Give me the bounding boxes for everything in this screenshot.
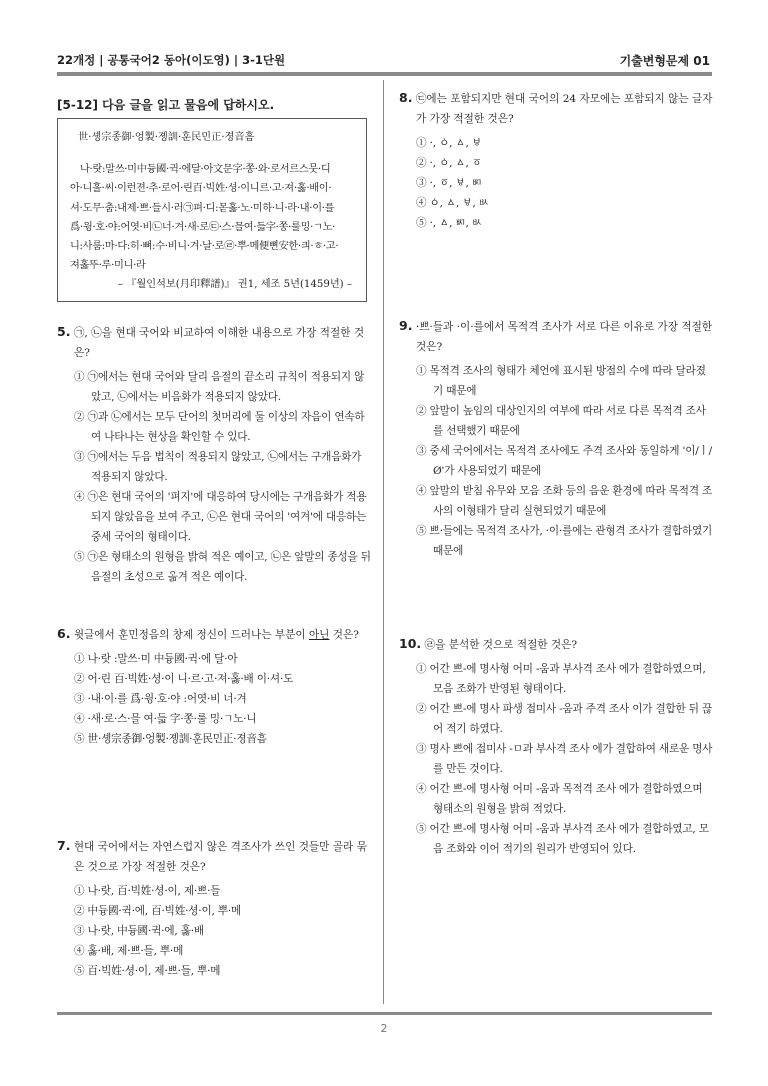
answer-choice[interactable]: ② 中듕國·귁·에, 百·빅姓·셩·이, 뿌·메	[74, 905, 242, 917]
question-stem	[57, 624, 371, 645]
passage-line: 니:사룸:마·다:히·뼈:수·비니·겨·날·로㉣·뿌·메便뼌安한·킈·ㅎ·고·	[70, 241, 339, 253]
question-stem	[57, 322, 371, 363]
question-stem	[399, 634, 713, 655]
answer-choice[interactable]: ⑤ ㉠은 형태소의 원형을 밝혀 적은 예이고, ㉡은 앞말의 종성을 뒤 음절의 초성으로 옮겨 적은 예이다.	[74, 551, 371, 583]
answer-choice[interactable]: ③ ·내·이·를 爲·윙·호·야 :어엿·비 너·겨	[74, 693, 247, 705]
question-stem	[399, 316, 713, 357]
answer-choice[interactable]: ③ 나·랏, 中듕國·귁·에, 홇·배	[74, 925, 204, 937]
answer-choice[interactable]: ⑤ 어간 쁘-에 명사형 어미 -움과 부사격 조사 에가 결합하였고, 모음 조화와 이어 적기의 원리가 반영되어 있다.	[416, 823, 709, 855]
question-number: 6.	[57, 626, 71, 641]
top-rule	[57, 72, 712, 76]
passage-line: 나·랏:말쓰·미中듕國·귁·에달·아文문字·쫑·와·로서르스뭇·디	[80, 164, 331, 176]
question-7	[57, 836, 371, 981]
header-course-info: 22개정 | 공통국어2 동아(이도영) | 3-1단원	[57, 53, 286, 67]
answer-choice[interactable]: ③ ·, ㆆ, ㅸ, ㅴ	[416, 177, 482, 189]
answer-choice[interactable]: ⑤ 百·빅姓·셩·이, 제·쁘·들, 뿌·메	[74, 965, 221, 977]
question-text-pre: 윗글에서 훈민정음의 창제 정신이 드러나는 부분이	[73, 629, 309, 641]
instruction: [5-12] 다음 글을 읽고 물음에 답하시오.	[57, 98, 275, 112]
question-number: 10.	[399, 636, 422, 651]
answer-choice[interactable]: ④ 앞말의 받침 유무와 모음 조화 등의 음운 환경에 따라 목적격 조사의 이형태가 달리 실현되었기 때문에	[416, 485, 713, 517]
question-stem	[57, 836, 371, 877]
passage-source: – 『월인석보(月印釋譜)』 권1, 세조 5년(1459년) –	[117, 279, 352, 291]
question-text: ㉢에는 포함되지만 현대 국어의 24 자모에는 포함되지 않는 글자가 가장 적절한 것은?	[415, 93, 713, 125]
bottom-rule	[57, 1012, 712, 1015]
question-text-emphasis: 아닌	[308, 629, 330, 641]
question-text-post: 것은?	[329, 629, 359, 641]
answer-choice[interactable]: ① 나·랏 :말쓰·미 中듕國·귁·에 달·아	[74, 653, 238, 665]
passage-line: 셔·도무·춤:내제·쁘·들시·러㉠펴·디:몯홇·노·미하·니·라·내·이·를	[70, 202, 335, 214]
answer-choice[interactable]: ② 어간 쁘-에 명사 파생 접미사 -움과 주격 조사 이가 결합한 뒤 끊어 적기 하였다.	[416, 703, 712, 735]
passage-line: 아·니훌·씨·이런젼·추·로어·린百·빅姓·셩·이니르·고·져·홇·배이·	[70, 183, 332, 195]
answer-choice[interactable]: ② 앞말이 높임의 대상인지의 여부에 따라 서로 다른 목적격 조사를 선택했기 때문에	[416, 405, 706, 437]
question-text: ㉣을 분석한 것으로 적절한 것은?	[424, 639, 578, 651]
passage-line: 爲·윙·호·야:어엿·비㉡너·겨·새·로㉢·스·믈여·듧字·쫑·룰밍·ㄱ노·	[70, 221, 336, 233]
answer-choice[interactable]: ④ 어간 쁘-에 명사형 어미 -움과 목적격 조사 에가 결합하였으며 형태소의 원형을 밝혀 적었다.	[416, 783, 703, 815]
answer-choice[interactable]: ⑤ 世·솅宗종御·엉製·졩訓·훈民민正·졍音흠	[74, 733, 267, 745]
page-number: 2	[380, 1022, 388, 1035]
answer-choice[interactable]: ④ 홇·배, 제·쁘·들, 뿌·메	[74, 945, 184, 957]
answer-choice[interactable]: ④ ㉠은 현대 국어의 '펴지'에 대응하여 당시에는 구개음화가 적용되지 않았음을 보여 주고, ㉡은 현대 국어의 '여겨'에 대응하는 중세 국어의 형태이다.	[74, 491, 367, 543]
question-10	[399, 634, 713, 859]
question-number: 7.	[57, 838, 71, 853]
question-text: ㉠, ㉡을 현대 국어와 비교하여 이해한 내용으로 가장 적절한 것은?	[73, 327, 365, 359]
question-5	[57, 322, 371, 587]
answer-choice[interactable]: ① ·, ㆁ, ㅿ, ㅸ	[416, 137, 482, 149]
answer-choice[interactable]: ② 어·린 百·빅姓·셩·이 니·르·고·져·홇·배 이·셔·도	[74, 673, 294, 685]
question-text: ·쁘·들과 ·이·를에서 목적격 조사가 서로 다른 이유로 가장 적절한 것은?	[415, 321, 713, 353]
question-stem	[399, 88, 713, 129]
passage-title: 世·솅宗종御·엉製·졩訓·훈民민正·졍音흠	[78, 132, 255, 143]
answer-choice[interactable]: ⑤ ·, ㅿ, ㅴ, ㅄ	[416, 217, 482, 229]
answer-choice[interactable]: ① ㉠에서는 현대 국어와 달리 음절의 끝소리 규칙이 적용되지 않았고, ㉡에서는 비음화가 적용되지 않았다.	[74, 371, 365, 403]
question-8	[399, 88, 713, 233]
header-worksheet-title: 기출변형문제 01	[619, 54, 710, 68]
passage-box	[57, 118, 367, 302]
answer-choice[interactable]: ① 나·랏, 百·빅姓·셩·이, 제·쁘·들	[74, 885, 221, 897]
answer-choice[interactable]: ③ 중세 국어에서는 목적격 조사에도 주격 조사와 동일하게 '이/ㅣ/Ø'가 사용되었기 때문에	[416, 445, 713, 477]
answer-choice[interactable]: ② ㉠과 ㉡에서는 모두 단어의 첫머리에 둘 이상의 자음이 연속하여 나타나는 현상을 확인할 수 있다.	[74, 411, 365, 443]
answer-choice[interactable]: ② ·, ㆁ, ㅿ, ㆆ	[416, 157, 482, 169]
question-9	[399, 316, 713, 561]
answer-choice[interactable]: ④ ㆁ, ㅿ, ㅸ, ㅄ	[416, 197, 489, 209]
question-6	[57, 624, 371, 749]
question-number: 9.	[399, 318, 413, 333]
column-divider	[383, 80, 384, 1004]
answer-choice[interactable]: ③ ㉠에서는 두음 법칙이 적용되지 않았고, ㉡에서는 구개음화가 적용되지 않았다.	[74, 451, 362, 483]
answer-choice[interactable]: ④ ·새·로·스·믈 여·듧 字·쫑·룰 밍·ㄱ노·니	[74, 713, 257, 725]
passage-line: 져홇뚜·루·미니·라	[70, 260, 146, 272]
answer-choice[interactable]: ① 목적격 조사의 형태가 체언에 표시된 방점의 수에 따라 달라졌기 때문에	[416, 365, 706, 397]
answer-choice[interactable]: ① 어간 쁘-에 명사형 어미 -움과 부사격 조사 에가 결합하였으며, 모음 조화가 반영된 형태이다.	[416, 663, 706, 695]
question-number: 5.	[57, 324, 71, 339]
question-text: 현대 국어에서는 자연스럽지 않은 격조사가 쓰인 것들만 골라 묶은 것으로 가장 적절한 것은?	[73, 841, 367, 873]
question-number: 8.	[399, 90, 413, 105]
answer-choice[interactable]: ③ 명사 쁘에 접미사 -ㅁ과 부사격 조사 에가 결합하여 새로운 명사를 만든 것이다.	[416, 743, 713, 775]
answer-choice[interactable]: ⑤ 쁘·들에는 목적격 조사가, ·이·를에는 관형격 조사가 결합하였기 때문에	[416, 525, 713, 557]
